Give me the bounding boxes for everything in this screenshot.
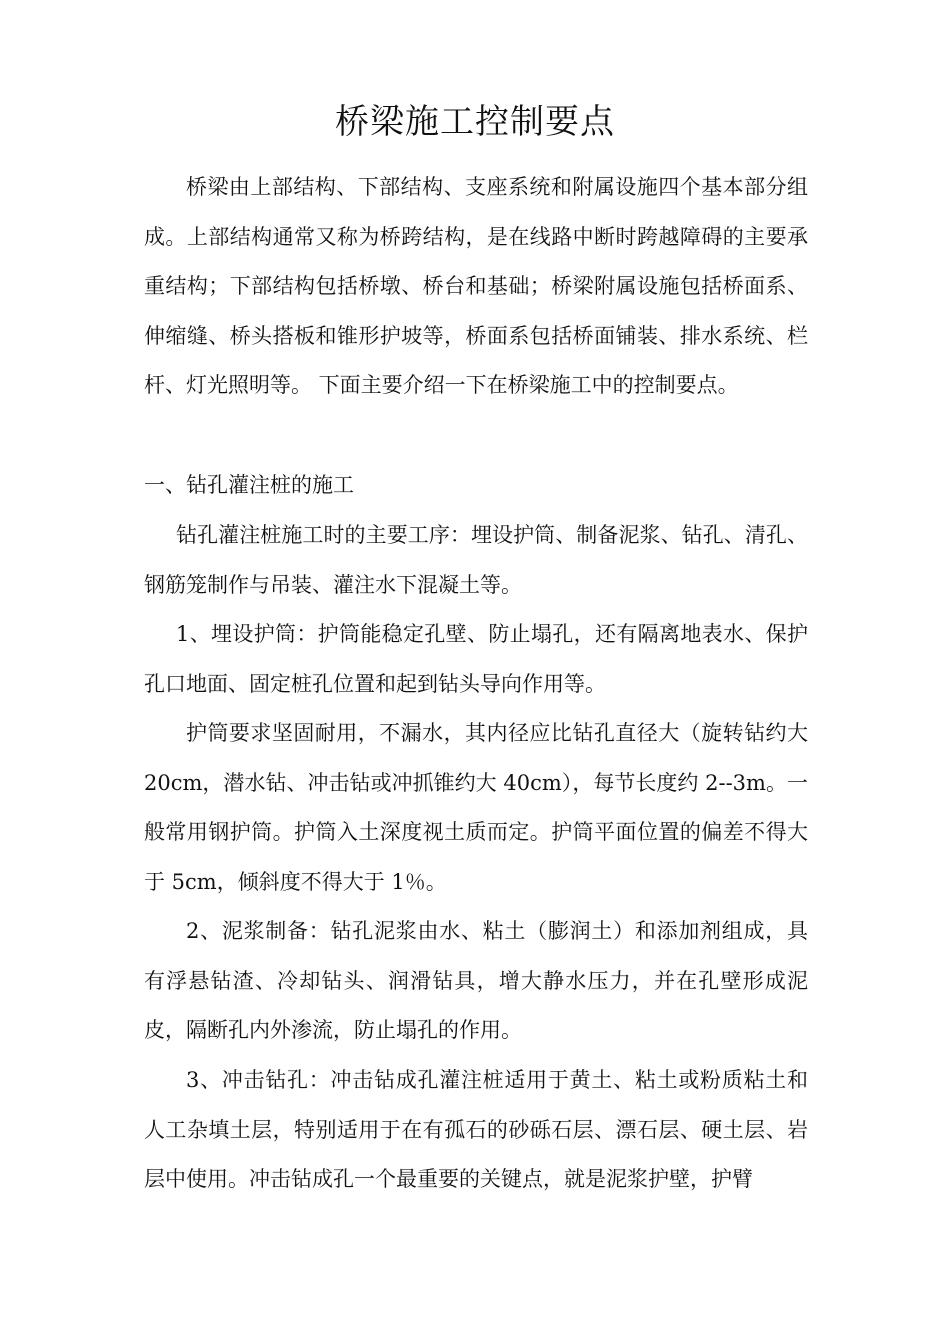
- paragraph-mud-preparation: 2、泥浆制备：钻孔泥浆由水、粘土（膨润土）和添加剂组成，具有浮悬钻渣、冷却钻头、润滑钻具，增大静水压力，并在孔壁形成泥皮，隔断孔内外渗流，防止塌孔的作用。: [144, 919, 808, 1042]
- paragraph-main-procedures: 钻孔灌注桩施工时的主要工序：埋设护筒、制备泥浆、钻孔、清孔、钢筋笼制作与吊装、灌注水下混凝土等。: [144, 523, 808, 597]
- document-title: 桥梁施工控制要点: [335, 102, 615, 142]
- paragraph-casing-burial: 1、埋设护筒：护筒能稳定孔壁、防止塌孔，还有隔离地表水、保护孔口地面、固定桩孔位置和起到钻头导向作用等。: [144, 622, 808, 696]
- section-heading-bored-pile: 一、钻孔灌注桩的施工: [144, 473, 354, 497]
- paragraph-percussion-drilling: 3、冲击钻孔：冲击钻成孔灌注桩适用于黄土、粘土或粉质粘土和人工杂填土层，特别适用于在有孤石的砂砾石层、漂石层、硬土层、岩层中使用。冲击钻成孔一个最重要的关键点，就是泥浆护壁，护臂: [144, 1068, 808, 1191]
- paragraph-casing-requirements: 护筒要求坚固耐用，不漏水，其内径应比钻孔直径大（旋转钻约大 20cm，潜水钻、冲击钻或冲抓锥约大 40cm），每节长度约 2--3m。一般常用钢护筒。护筒入土深度视土质而定。护筒平面位置的偏差不得大于 5cm，倾斜度不得大于 1％。: [144, 721, 808, 894]
- paragraph-intro: 桥梁由上部结构、下部结构、支座系统和附属设施四个基本部分组成。上部结构通常又称为桥跨结构，是在线路中断时跨越障碍的主要承重结构；下部结构包括桥墩、桥台和基础；桥梁附属设施包括桥面系、伸缩缝、桥头搭板和锥形护坡等，桥面系包括桥面铺装、排水系统、栏杆、灯光照明等。 下面主要介绍一下在桥梁施工中的控制要点。: [144, 175, 808, 397]
